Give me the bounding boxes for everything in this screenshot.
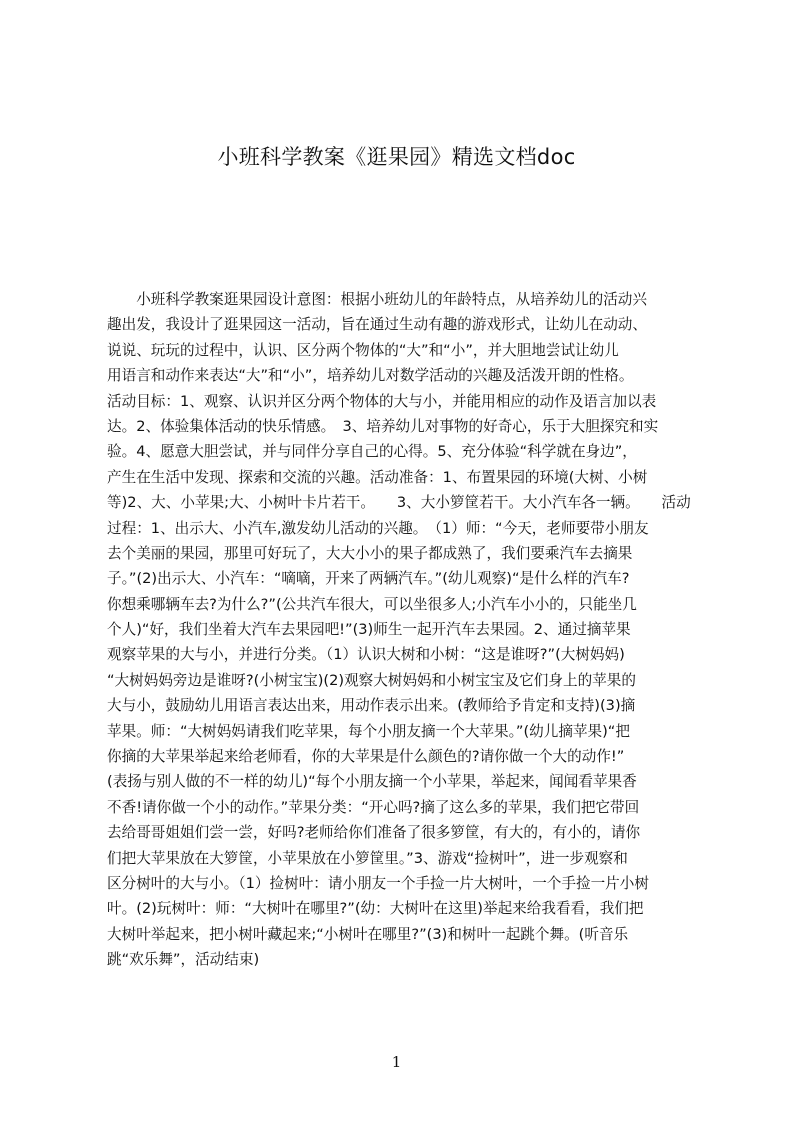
body-line: 等)2、大、小苹果;大、小树叶卡片若干。 3、大小箩筐若干。大小汽车各一辆。 活动: [107, 494, 691, 512]
body-line: 你摘的大苹果举起来给老师看，你的大苹果是什么颜色的?请你做一个大的动作!”: [107, 748, 625, 766]
body-line: 说说、玩玩的过程中，认识、区分两个物体的“大”和“小”，并大胆地尝试让幼儿: [107, 341, 619, 359]
body-line: 个人)“好，我们坐着大汽车去果园吧!”(3)师生一起开汽车去果园。2、通过摘苹果: [107, 621, 631, 639]
document-body: [107, 287, 699, 973]
body-line: 验。4、愿意大胆尝试，并与同伴分享自己的心得。5、充分体验“科学就在身边”，: [107, 443, 637, 461]
body-line: 区分树叶的大与小。（1）捡树叶：请小朋友一个手捡一片大树叶，一个手捡一片小树: [107, 874, 649, 892]
body-line: 子。”(2)出示大、小汽车：“嘀嘀，开来了两辆汽车。”(幼儿观察)“是什么样的汽车?: [107, 570, 630, 588]
body-line: 叶。(2)玩树叶：师：“大树叶在哪里?”(幼：大树叶在这里)举起来给我看看，我们把: [107, 900, 644, 918]
body-line: 小班科学教案逛果园设计意图：根据小班幼儿的年龄特点，从培养幼儿的活动兴: [107, 291, 647, 308]
body-line: 过程：1、出示大、小汽车,激发幼儿活动的兴趣。 （1）师：“今天，老师要带小朋友: [107, 519, 649, 537]
body-line: 大树叶举起来，把小树叶藏起来;“小树叶在哪里?”(3)和树叶一起跳个舞。(听音乐: [107, 925, 629, 943]
body-line: 活动目标：1、观察、认识并区分两个物体的大与小，并能用相应的动作及语言加以表: [107, 392, 657, 410]
body-line: 去给哥哥姐姐们尝一尝，好吗?老师给你们准备了很多箩筐，有大的，有小的，请你: [107, 824, 641, 842]
body-line: 产生在生活中发现、探索和交流的兴趣。活动准备：1、布置果园的环境(大树、小树: [107, 468, 648, 486]
body-line: 达。2、体验集体活动的快乐情感。 3、培养幼儿对事物的好奇心，乐于大胆探究和实: [107, 417, 659, 435]
body-line: 大与小，鼓励幼儿用语言表达出来，用动作表示出来。(教师给予肯定和支持)(3)摘: [107, 697, 636, 715]
body-line: (表扬与别人做的不一样的幼儿)“每个小朋友摘一个小苹果，举起来，闻闻看苹果香: [107, 773, 637, 791]
body-line: 苹果。师：“大树妈妈请我们吃苹果，每个小朋友摘一个大苹果。”(幼儿摘苹果)“把: [107, 722, 630, 740]
body-line: 去个美丽的果园，那里可好玩了，大大小小的果子都成熟了，我们要乘汽车去摘果: [107, 544, 633, 562]
document-title: 小班科学教案《逛果园》精选文档doc: [217, 145, 576, 169]
body-line: 们把大苹果放在大箩筐，小苹果放在小箩筐里。”3、游戏“捡树叶”，进一步观察和: [107, 849, 628, 867]
body-line: “大树妈妈旁边是谁呀?(小树宝宝)(2)观察大树妈妈和小树宝宝及它们身上的苹果的: [107, 671, 636, 689]
body-line: 趣出发，我设计了逛果园这一活动，旨在通过生动有趣的游戏形式，让幼儿在动动、: [107, 316, 647, 334]
page-number: 1: [391, 1053, 402, 1071]
body-line: 不香!请你做一个小的动作。”苹果分类：“开心吗?摘了这么多的苹果，我们把它带回: [107, 798, 640, 816]
body-line: 观察苹果的大与小，并进行分类。（1）认识大树和小树：“这是谁呀?”(大树妈妈): [107, 646, 625, 664]
body-line: 你想乘哪辆车去?为什么?”(公共汽车很大，可以坐很多人;小汽车小小的，只能坐几: [107, 595, 637, 613]
body-line: 跳“欢乐舞”，活动结束): [107, 951, 260, 969]
body-line: 用语言和动作来表达“大”和“小”，培养幼儿对数学活动的兴趣及活泼开朗的性格。: [107, 367, 634, 385]
